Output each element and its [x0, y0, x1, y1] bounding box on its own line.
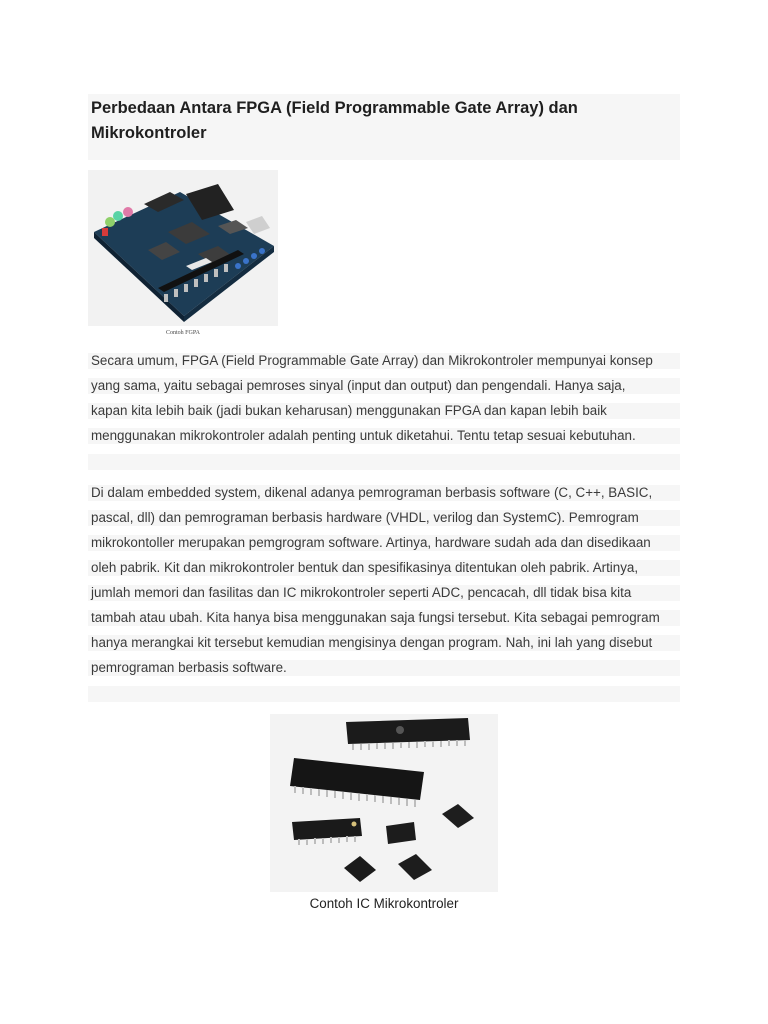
- text-line: jumlah memori dan fasilitas dan IC mikrokontroler seperti ADC, pencacah, dll tidak bisa kita: [88, 580, 680, 605]
- paragraph-gap: [88, 454, 680, 470]
- text-line: kapan kita lebih baik (jadi bukan keharusan) menggunakan FPGA dan kapan lebih baik: [88, 398, 680, 423]
- text-line: pascal, dll) dan pemrograman berbasis hardware (VHDL, verilog dan SystemC). Pemrogram: [88, 505, 680, 530]
- figure-fpga: [88, 170, 278, 340]
- text-line: menggunakan mikrokontroler adalah penting untuk diketahui. Tentu tetap sesuai kebutuhan.: [88, 423, 680, 448]
- title-block: [88, 94, 680, 160]
- article-title: Perbedaan Antara FPGA (Field Programmable Gate Array) dan Mikrokontroler: [91, 99, 578, 142]
- text-line: yang sama, yaitu sebagai pemroses sinyal (input dan output) dan pengendali. Hanya saja,: [88, 373, 680, 398]
- text-line: oleh pabrik. Kit dan mikrokontroler bentuk dan spesifikasinya ditentukan oleh pabrik. Artinya,: [88, 555, 680, 580]
- text-line: hanya merangkai kit tersebut kemudian mengisinya dengan program. Nah, ini lah yang disebut: [88, 630, 680, 655]
- fpga-board-image: [88, 170, 278, 326]
- paragraph-1: [88, 348, 680, 448]
- text-line: Secara umum, FPGA (Field Programmable Gate Array) dan Mikrokontroler mempunyai konsep: [88, 348, 680, 373]
- paragraph-gap: [88, 686, 680, 702]
- microcontroller-ic-image: [270, 714, 498, 892]
- text-line: mikrokontoller merupakan pemgrogram software. Artinya, hardware sudah ada dan disedikaan: [88, 530, 680, 555]
- figure-ic: [270, 714, 498, 911]
- text-line: pemrograman berbasis software.: [88, 655, 680, 680]
- article: [88, 94, 680, 911]
- paragraph-2: [88, 480, 680, 680]
- text-line: Di dalam embedded system, dikenal adanya pemrograman berbasis software (C, C++, BASIC,: [88, 480, 680, 505]
- figure-fpga-caption: Contoh FGPA: [166, 330, 200, 336]
- figure-ic-caption: Contoh IC Mikrokontroler: [309, 896, 459, 911]
- text-line: tambah atau ubah. Kita hanya bisa menggunakan saja fungsi tersebut. Kita sebagai pemrogram: [88, 605, 680, 630]
